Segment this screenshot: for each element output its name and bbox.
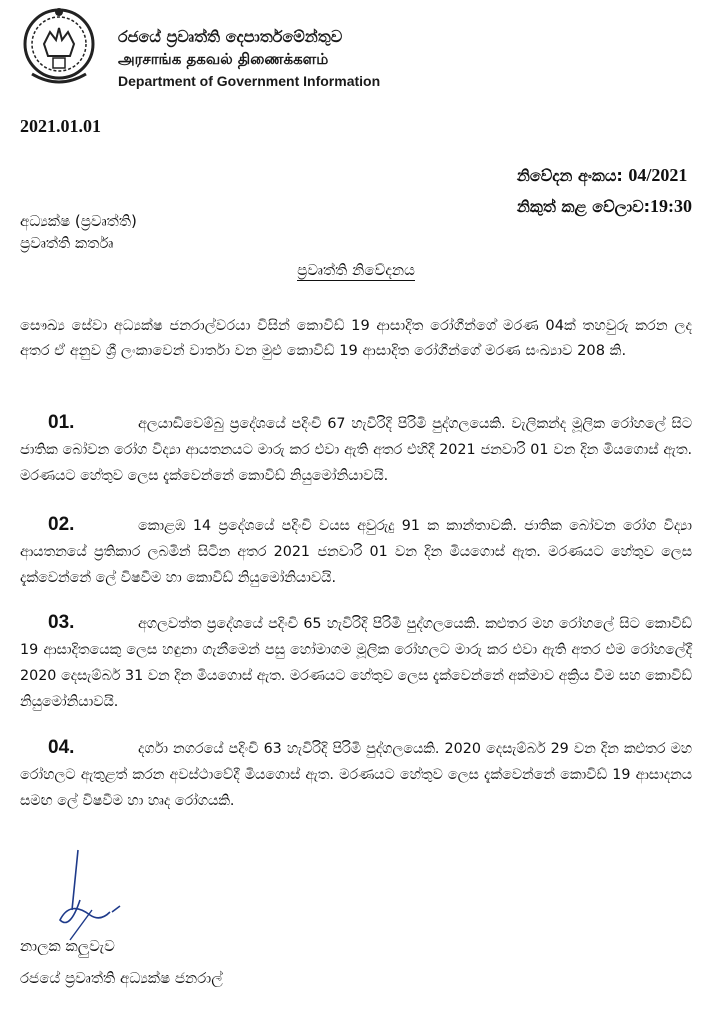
document-subject	[0, 261, 712, 279]
release-meta	[517, 160, 692, 222]
release-time: 19:30	[650, 196, 692, 216]
organization-names	[118, 26, 380, 92]
item-text: අලයාඩිවෙම්බු ප්‍රදේශයේ පදිංචි 67 හැවිරිදි පිරිමි පුද්ගලයෙකි. වැලිකන්ද මූලික රෝහලේ සිට ජාතික බෝවන රෝග විද්‍යා ආයතනයට මාරු කර එවා ඇති අතර එහිදී 2021 ජනවාරි 01 වන දින මියගොස් ඇත. මරණයට හේතුව ලෙස දැක්වෙන්නේ කොවිඩ් නියුමෝනියාවයි.	[20, 416, 692, 484]
death-record-2	[20, 513, 692, 591]
release-number-label: නිවේදන අංකය:	[516, 166, 623, 185]
item-number: 02.	[48, 514, 75, 535]
death-record-3	[20, 611, 692, 715]
item-number: 03.	[48, 612, 75, 633]
national-emblem-icon	[20, 4, 98, 90]
signatory-name: නාලක කලුවැව	[20, 937, 115, 955]
death-record-1	[20, 411, 692, 489]
release-time-label: නිකුත් කළ වේලාව:	[516, 197, 650, 216]
org-name-english: Department of Government Information	[118, 73, 381, 89]
item-text: අගලවත්ත ප්‍රදේශයේ පදිංචි 65 හැවිරිදි පිරිමි පුද්ගලයෙකි. කළුතර මහ රෝහලේ සිට කොවිඩ් 19 ආසාදිතයෙකු ලෙස හඳුනා ගැනීමෙන් පසු හෝමාගම මූලික රෝහලට මාරු කර එවා ඇති අතර එම රෝහලේදී 2020 දෙසැම්බර් 31 වන දින මියගොස් ඇත. මරණයට හේතුව ලෙස දැක්වෙන්නේ අක්මාව අක්‍රිය වීම සහ කොවිඩ් නියුමෝනියාවයි.	[20, 616, 692, 710]
intro-paragraph: සෞඛ්‍ය සේවා අධ්‍යක්ෂ ජනරාල්වරයා විසින් කොවිඩ් 19 ආසාදිත රෝගීන්ගේ මරණ 04ක් තහවුරු කරන ලද අතර ඒ අනුව ශ්‍රී ලංකාවෙන් වාර්තා වන මුළු කොවිඩ් 19 ආසාදිත රෝගීන්ගේ මරණ සංඛ්‍යාව 208 කි.	[20, 317, 692, 359]
subject-text: ප්‍රවෘත්ති නිවේදනය	[297, 261, 415, 279]
org-name-sinhala: රජයේ ප්‍රවෘත්ති දෙපාර්තමේන්තුව	[118, 27, 343, 46]
release-date: 2021.01.01	[20, 116, 101, 136]
death-record-4	[20, 736, 692, 814]
item-number: 01.	[48, 412, 75, 433]
release-time-row	[517, 191, 692, 222]
letterhead	[20, 4, 700, 94]
signatory-title: රජයේ ප්‍රවෘත්ති අධ්‍යක්ෂ ජනරාල්	[20, 969, 223, 987]
recipient-line-1: අධ්‍යක්ෂ (ප්‍රවෘත්ති)	[20, 212, 137, 230]
item-number: 04.	[48, 737, 75, 758]
signatory	[20, 930, 223, 994]
recipients	[20, 210, 137, 254]
item-text: දර්ගා නගරයේ පදිංචි 63 හැවිරිදි පිරිමි පුද්ගලයෙකි. 2020 දෙසැම්බර් 29 වන දින කළුතර මහ රෝහලට ඇතුළත් කරන අවස්ථාවේදී මියගොස් ඇත. මරණයට හේතුව ලෙස දැක්වෙන්නේ කොවිඩ් 19 ආසාදනය සමඟ ලේ විෂවීම හා හෘද රෝගයකි.	[20, 741, 692, 809]
release-number: 04/2021	[628, 165, 688, 185]
release-number-row	[517, 160, 692, 191]
recipient-line-2: ප්‍රවෘත්ති කර්තෘ	[20, 234, 114, 252]
item-text: කොළඹ 14 ප්‍රදේශයේ පදිංචි වයස අවුරුදු 91 ක කාන්තාවකි. ජාතික බෝවන රෝග විද්‍යා ආයතනයේ ප්‍රතිකාර ලබමින් සිටින අතර 2021 ජනවාරි 01 වන දින මියගොස් ඇත. මරණයට හේතුව ලෙස දැක්වෙන්නේ ලේ විෂවීම හා කොවිඩ් නියුමෝනියාවයි.	[20, 518, 692, 586]
org-name-tamil: அரசாங்க தகவல் திணைக்களம்	[118, 50, 329, 68]
